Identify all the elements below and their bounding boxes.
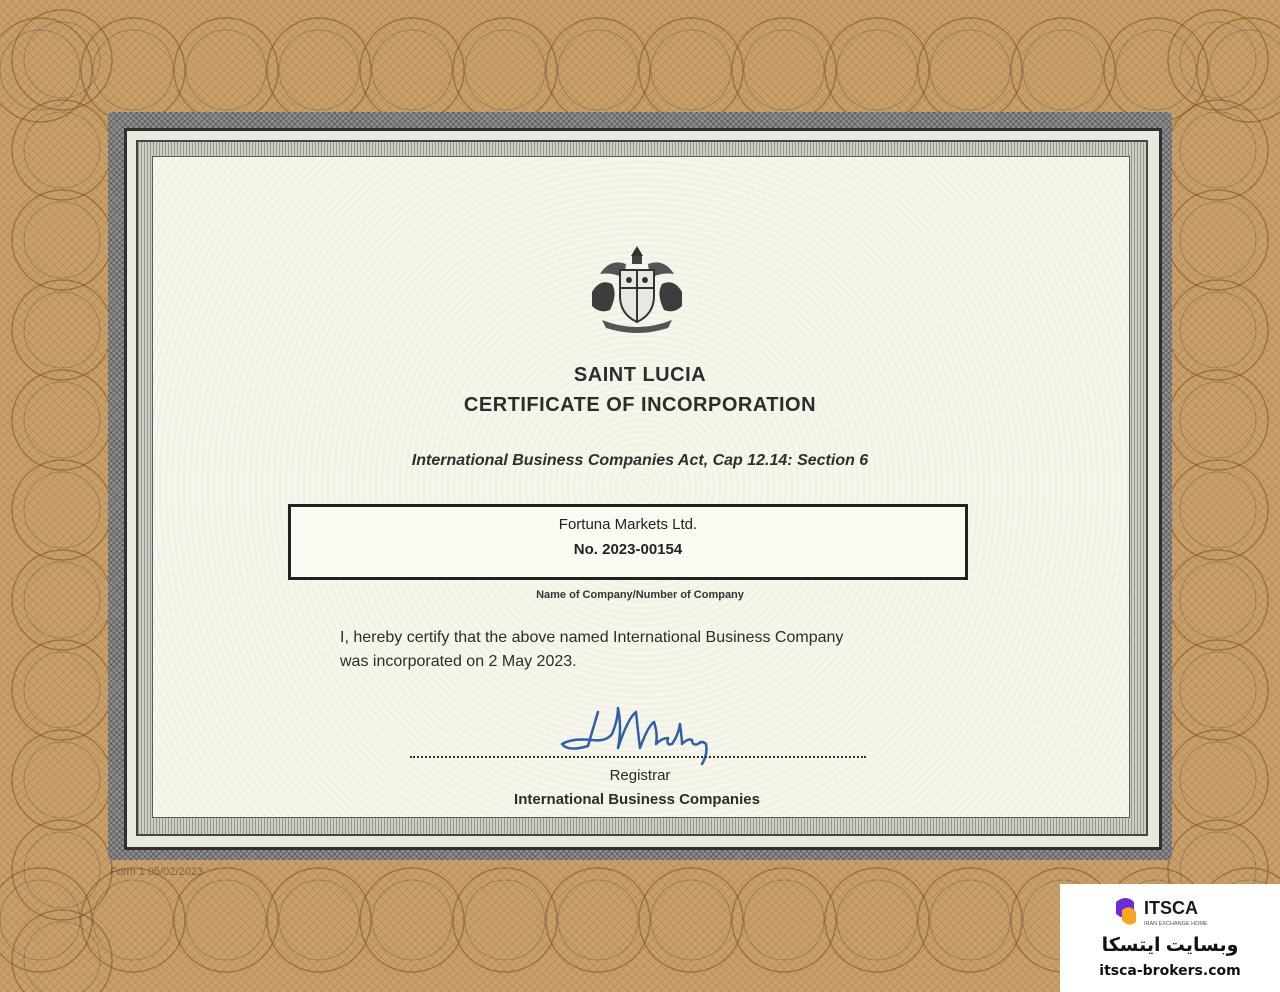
border-scallop	[174, 18, 278, 122]
border-scallop	[1168, 640, 1268, 740]
border-scallop	[24, 22, 100, 98]
coat-of-arms-icon	[582, 240, 692, 340]
country-heading: SAINT LUCIA	[573, 364, 707, 386]
border-scallop	[1168, 190, 1268, 290]
border-scallop	[81, 18, 185, 122]
svg-text:ITSCA: ITSCA	[1144, 898, 1198, 918]
border-scallop	[12, 190, 112, 290]
border-scallop	[744, 880, 824, 960]
border-scallop	[12, 640, 112, 740]
border-scallop	[651, 880, 731, 960]
border-scallop	[360, 18, 464, 122]
act-reference: International Business Companies Act, Cap 12.14: Section 6	[411, 452, 869, 469]
border-scallop	[279, 30, 359, 110]
border-scallop	[360, 868, 464, 972]
certificate-title: CERTIFICATE OF INCORPORATION	[463, 394, 817, 416]
border-scallop	[825, 18, 929, 122]
border-scallop	[174, 868, 278, 972]
border-scallop	[24, 472, 100, 548]
watermark-badge	[1060, 884, 1280, 992]
company-box-caption: Name of Company/Number of Company	[536, 589, 744, 601]
border-scallop	[279, 880, 359, 960]
border-scallop	[1180, 112, 1256, 188]
border-scallop	[1180, 742, 1256, 818]
border-scallop	[12, 280, 112, 380]
border-scallop	[558, 30, 638, 110]
border-scallop	[24, 382, 100, 458]
border-scallop	[1023, 30, 1103, 110]
border-scallop	[825, 868, 929, 972]
border-scallop	[1180, 292, 1256, 368]
border-scallop	[1180, 22, 1256, 98]
certify-line-1: I, hereby certify that the above named International Business Company	[340, 629, 844, 646]
registrar-title: Registrar	[609, 767, 671, 784]
border-scallop	[93, 880, 173, 960]
border-scallop	[1168, 100, 1268, 200]
border-scallop	[465, 30, 545, 110]
border-scallop	[1168, 550, 1268, 650]
border-scallop	[24, 652, 100, 728]
watermark-persian-text: وبسایت ایتسکا	[1101, 935, 1239, 956]
border-scallop	[639, 18, 743, 122]
border-scallop	[24, 292, 100, 368]
signature-line	[410, 756, 866, 758]
border-scallop	[546, 18, 650, 122]
border-scallop	[12, 460, 112, 560]
border-scallop	[930, 880, 1010, 960]
border-scallop	[372, 30, 452, 110]
border-scallop	[918, 868, 1022, 972]
border-scallop	[24, 832, 100, 908]
border-scallop	[1180, 652, 1256, 728]
border-scallop	[453, 868, 557, 972]
border-scallop	[24, 112, 100, 188]
border-scallop	[930, 30, 1010, 110]
company-number: No. 2023-00154	[573, 541, 683, 558]
border-scallop	[1180, 562, 1256, 638]
border-scallop	[1180, 382, 1256, 458]
border-scallop	[453, 18, 557, 122]
border-scallop	[12, 10, 112, 110]
border-scallop	[12, 730, 112, 830]
form-code: Form 1 05/02/2023	[110, 866, 203, 878]
border-scallop	[1011, 18, 1115, 122]
border-scallop	[639, 868, 743, 972]
company-box	[288, 504, 968, 580]
border-scallop	[1180, 202, 1256, 278]
certification-statement	[340, 626, 960, 674]
border-scallop	[1168, 370, 1268, 470]
svg-text:IRAN EXCHANGE HOME: IRAN EXCHANGE HOME	[1144, 921, 1208, 927]
border-scallop	[24, 562, 100, 638]
border-scallop	[12, 370, 112, 470]
border-scallop	[837, 30, 917, 110]
border-scallop	[837, 880, 917, 960]
border-scallop	[0, 18, 92, 122]
border-scallop	[93, 30, 173, 110]
border-scallop	[1180, 472, 1256, 548]
border-scallop	[918, 18, 1022, 122]
border-scallop	[267, 18, 371, 122]
border-scallop	[372, 880, 452, 960]
border-scallop	[1168, 460, 1268, 560]
certify-line-2: was incorporated on 2 May 2023.	[340, 653, 577, 670]
border-scallop	[732, 18, 836, 122]
border-scallop	[1168, 730, 1268, 830]
border-scallop	[1168, 280, 1268, 380]
border-scallop	[186, 880, 266, 960]
border-scallop	[24, 742, 100, 818]
border-scallop	[186, 30, 266, 110]
itsca-logo-icon	[1112, 892, 1232, 932]
border-scallop	[12, 550, 112, 650]
watermark-url: itsca-brokers.com	[1099, 963, 1241, 979]
border-scallop	[651, 30, 731, 110]
border-scallop	[558, 880, 638, 960]
border-scallop	[12, 100, 112, 200]
border-scallop	[732, 868, 836, 972]
border-scallop	[465, 880, 545, 960]
border-scallop	[24, 202, 100, 278]
border-scallop	[24, 922, 100, 992]
registrar-organization: International Business Companies	[514, 791, 760, 808]
border-scallop	[81, 868, 185, 972]
company-name: Fortuna Markets Ltd.	[558, 516, 698, 533]
border-scallop	[546, 868, 650, 972]
border-scallop	[744, 30, 824, 110]
border-scallop	[267, 868, 371, 972]
